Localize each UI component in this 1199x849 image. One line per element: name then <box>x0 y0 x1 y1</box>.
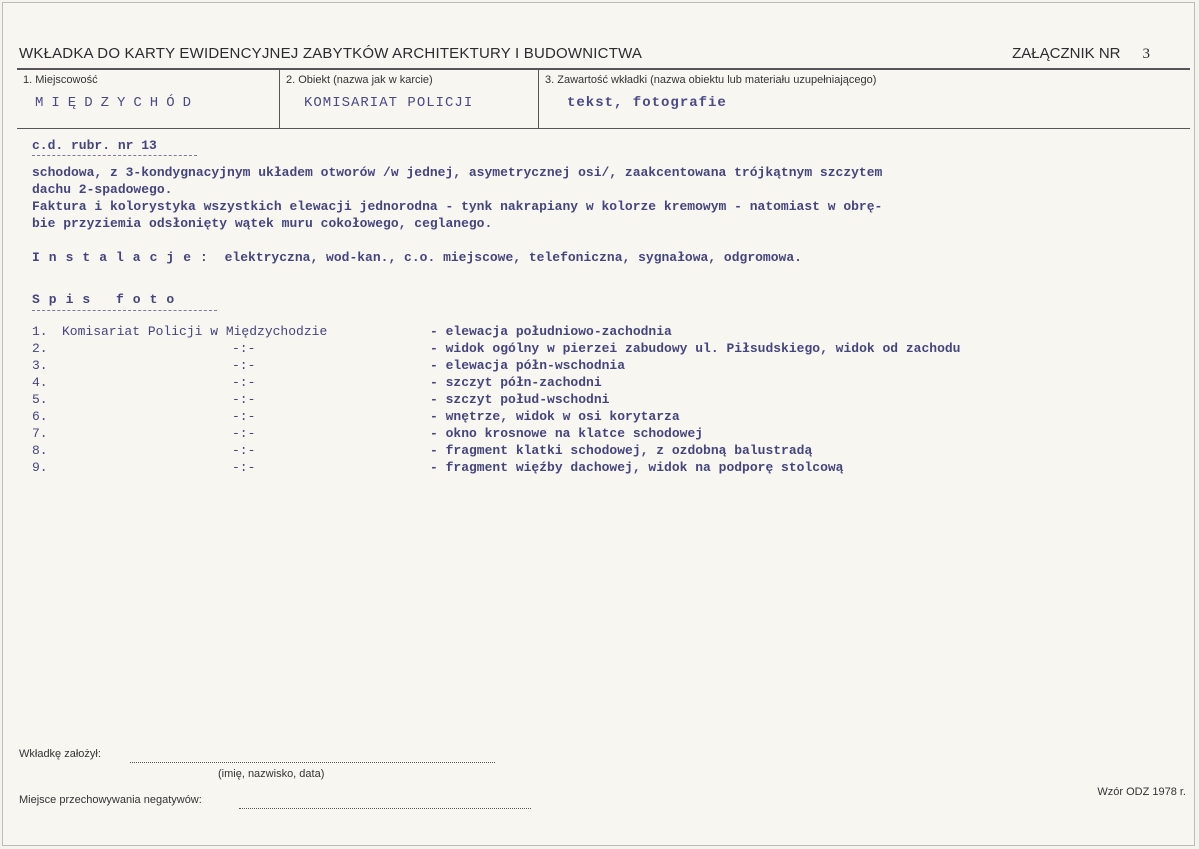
photo-number: 6. <box>32 409 48 424</box>
photo-description: - fragment klatki schodowej, z ozdobną balustradą <box>430 443 813 458</box>
form-code: Wzór ODZ 1978 r. <box>1097 786 1186 798</box>
field-contents <box>538 70 1190 128</box>
photo-heading-underline <box>32 310 217 311</box>
photo-description: - szczyt półn-zachodni <box>430 375 602 390</box>
photo-ditto-mark: -:- <box>232 341 256 356</box>
photo-description: - okno krosnowe na klatce schodowej <box>430 426 704 441</box>
photo-list-heading: Spis foto <box>32 292 184 307</box>
photo-number: 7. <box>32 426 48 441</box>
photo-number: 4. <box>32 375 48 390</box>
field-locality-value: MIĘDZYCHÓD <box>35 95 200 111</box>
photo-description: - fragment więźby dachowej, widok na podporę stolcową <box>430 460 844 475</box>
photo-description: - elewacja południowo-zachodnia <box>430 324 672 339</box>
photo-ditto-mark: -:- <box>232 392 256 407</box>
record-card <box>2 2 1195 846</box>
photo-description: - wnętrze, widok w osi korytarza <box>430 409 680 424</box>
storage-line <box>239 808 531 809</box>
photo-ditto-mark: -:- <box>232 443 256 458</box>
continuation-heading: c.d. rubr. nr 13 <box>32 138 157 153</box>
photo-ditto-mark: -:- <box>232 426 256 441</box>
photo-ditto-mark: -:- <box>232 375 256 390</box>
description-line-1: schodowa, z 3-kondygnacyjnym układem otworów /w jednej, asymetrycznej osi/, zaakcentowana trójkątnym szczytem <box>32 165 883 180</box>
continuation-underline <box>32 155 197 156</box>
photo-description: - szczyt połud-wschodni <box>430 392 610 407</box>
field-contents-value: tekst, fotografie <box>567 95 727 111</box>
header-fields <box>17 70 1190 128</box>
photo-description: - widok ogólny w pierzei zabudowy ul. Piłsudskiego, widok od zachodu <box>430 341 961 356</box>
created-by-line <box>130 762 495 763</box>
photo-number: 2. <box>32 341 48 356</box>
photo-number: 1. <box>32 324 48 339</box>
photo-object-name: Komisariat Policji w Międzychodzie <box>62 324 328 339</box>
storage-label: Miejsce przechowywania negatywów: <box>19 794 202 806</box>
photo-ditto-mark: -:- <box>232 409 256 424</box>
installations-text: elektryczna, wod-kan., c.o. miejscowe, telefoniczna, sygnałowa, odgromowa. <box>216 250 802 265</box>
field-contents-label: 3. Zawartość wkładki (nazwa obiektu lub materiału uzupełniającego) <box>545 74 877 86</box>
description-line-3: Faktura i kolorystyka wszystkich elewacji jednorodna - tynk nakrapiany w kolorze kremowym - natomiast w obrę- <box>32 199 883 214</box>
field-object-value: KOMISARIAT POLICJI <box>304 95 474 111</box>
created-by-hint: (imię, nazwisko, data) <box>218 768 325 780</box>
annex-label-text: ZAŁĄCZNIK NR <box>1012 45 1121 62</box>
installations-label: Instalacje: <box>32 250 217 265</box>
photo-number: 3. <box>32 358 48 373</box>
photo-number: 8. <box>32 443 48 458</box>
description-line-2: dachu 2-spadowego. <box>32 182 173 197</box>
annex-number: 3 <box>1142 46 1150 62</box>
photo-ditto-mark: -:- <box>232 460 256 475</box>
document-title: WKŁADKA DO KARTY EWIDENCYJNEJ ZABYTKÓW ARCHITEKTURY I BUDOWNICTWA <box>19 45 643 62</box>
field-object-label: 2. Obiekt (nazwa jak w karcie) <box>286 74 433 86</box>
description-line-4: bie przyziemia odsłonięty wątek muru cokołowego, ceglanego. <box>32 216 493 231</box>
photo-number: 5. <box>32 392 48 407</box>
photo-number: 9. <box>32 460 48 475</box>
field-object <box>279 70 539 128</box>
created-by-label: Wkładkę założył: <box>19 748 101 760</box>
annex-label <box>1012 45 1150 63</box>
fields-rule <box>17 128 1190 129</box>
installations-line <box>32 249 802 266</box>
field-locality-label: 1. Miejscowość <box>23 74 98 86</box>
photo-description: - elewacja półn-wschodnia <box>430 358 626 373</box>
field-locality <box>17 70 279 128</box>
photo-ditto-mark: -:- <box>232 358 256 373</box>
